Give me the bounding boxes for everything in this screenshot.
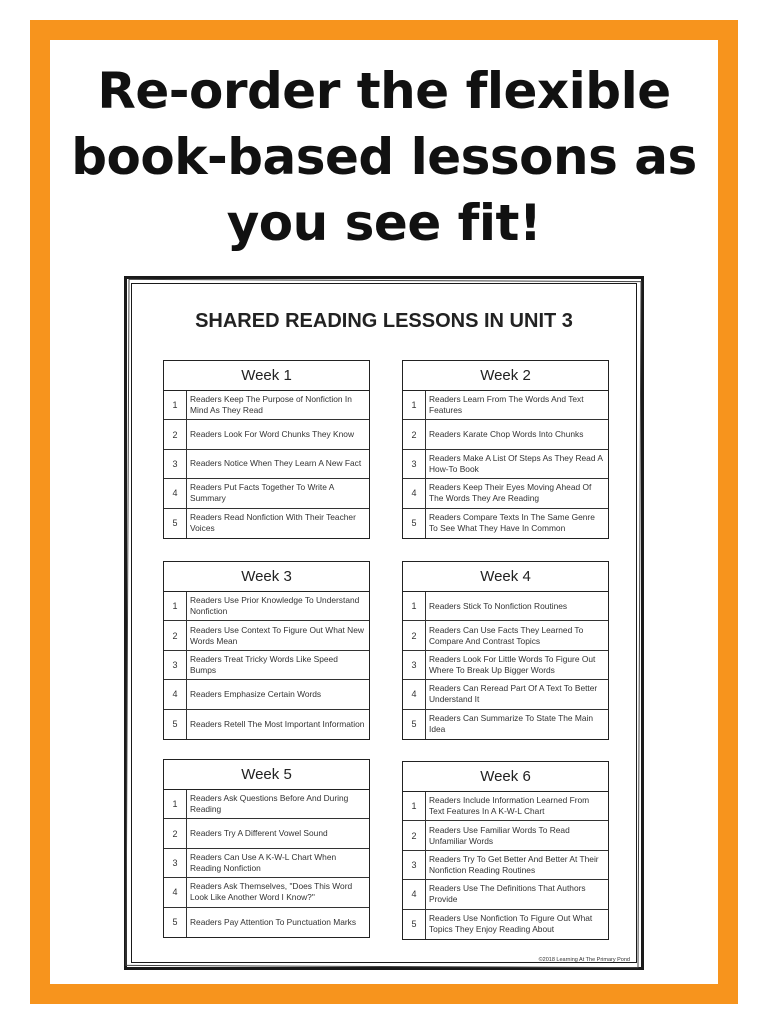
lesson-text: Readers Ask Themselves, "Does This Word Look Like Another Word I Know?" (190, 881, 353, 903)
lesson-number: 4 (164, 680, 187, 708)
lesson-number: 5 (164, 908, 187, 937)
lesson-text: Readers Put Facts Together To Write A Summary (190, 482, 334, 504)
lesson-number: 2 (403, 621, 426, 649)
lesson-row (403, 680, 608, 709)
lesson-number: 4 (164, 878, 187, 906)
lesson-number: 3 (403, 651, 426, 679)
lesson-row (403, 792, 608, 821)
week-3-table (163, 561, 370, 740)
week-heading: Week 3 (164, 562, 369, 592)
lesson-row (164, 479, 369, 508)
lesson-number: 2 (403, 821, 426, 849)
lesson-text: Readers Keep The Purpose of Nonfiction In Mind As They Read (190, 394, 352, 416)
lesson-text: Readers Pay Attention To Punctuation Marks (190, 916, 357, 927)
lesson-number: 5 (164, 710, 187, 739)
copyright-notice: ©2018 Learning At The Primary Pond (538, 957, 630, 963)
lesson-text: Readers Stick To Nonfiction Routines (429, 600, 568, 611)
lesson-text: Readers Compare Texts In The Same Genre To See What They Have In Common (429, 512, 595, 534)
lesson-row (403, 420, 608, 449)
headline-line-3: you see fit! (226, 194, 542, 252)
lesson-text: Readers Look For Word Chunks They Know (190, 429, 355, 440)
lesson-number: 5 (164, 509, 187, 538)
lesson-number: 2 (164, 819, 187, 847)
week-4-table (402, 561, 609, 740)
lesson-row (164, 790, 369, 819)
lesson-row (164, 450, 369, 479)
lesson-text: Readers Learn From The Words And Text Features (429, 394, 584, 416)
lesson-text: Readers Use Context To Figure Out What New Words Mean (190, 624, 364, 646)
lesson-text: Readers Keep Their Eyes Moving Ahead Of The Words They Are Reading (429, 482, 592, 504)
headline-line-2: book-based lessons as (71, 128, 697, 186)
lesson-text: Readers Use Nonfiction To Figure Out What Topics They Enjoy Reading About (429, 913, 593, 935)
lesson-number: 4 (164, 479, 187, 507)
lesson-row (403, 651, 608, 680)
lesson-row (164, 849, 369, 878)
lesson-text: Readers Try To Get Better And Better At Their Nonfiction Reading Routines (429, 853, 599, 875)
lesson-number: 1 (403, 391, 426, 419)
lesson-row (164, 819, 369, 848)
lesson-number: 3 (164, 651, 187, 679)
lesson-row (164, 509, 369, 538)
lesson-text: Readers Look For Little Words To Figure Out Where To Break Up Bigger Words (429, 653, 596, 675)
week-5-table (163, 759, 370, 938)
lesson-row (403, 821, 608, 850)
lesson-text: Readers Read Nonfiction With Their Teacher Voices (190, 512, 356, 534)
lesson-text: Readers Use The Definitions That Authors Provide (429, 883, 586, 905)
lesson-number: 3 (403, 450, 426, 478)
lesson-number: 3 (164, 849, 187, 877)
lesson-text: Readers Can Use Facts They Learned To Compare And Contrast Topics (429, 624, 584, 646)
lesson-number: 1 (403, 792, 426, 820)
week-heading: Week 5 (164, 760, 369, 790)
lesson-row (164, 592, 369, 621)
lesson-number: 1 (164, 592, 187, 620)
lesson-text: Readers Emphasize Certain Words (190, 688, 322, 699)
lesson-number: 3 (403, 851, 426, 879)
worksheet-title: SHARED READING LESSONS IN UNIT 3 (195, 310, 573, 332)
headline-line-1: Re-order the flexible (97, 62, 671, 120)
lesson-row (403, 450, 608, 479)
week-1-table (163, 360, 370, 539)
lesson-text: Readers Include Information Learned From Text Features In A K-W-L Chart (429, 795, 590, 817)
lesson-row (403, 851, 608, 880)
lesson-row (164, 710, 369, 739)
lesson-number: 2 (164, 420, 187, 448)
lesson-text: Readers Can Summarize To State The Main Idea (429, 713, 594, 735)
lesson-number: 1 (403, 592, 426, 620)
lesson-text: Readers Ask Questions Before And During Reading (190, 793, 349, 815)
lesson-number: 4 (403, 880, 426, 908)
lesson-number: 5 (403, 710, 426, 739)
lesson-number: 5 (403, 910, 426, 939)
week-heading: Week 6 (403, 762, 608, 792)
lesson-number: 2 (403, 420, 426, 448)
lesson-number: 4 (403, 680, 426, 708)
lesson-row (403, 910, 608, 939)
lesson-row (164, 420, 369, 449)
lesson-number: 2 (164, 621, 187, 649)
lesson-row (164, 621, 369, 650)
lesson-text: Readers Retell The Most Important Information (190, 718, 365, 729)
lesson-row (164, 908, 369, 937)
week-heading: Week 4 (403, 562, 608, 592)
lesson-number: 1 (164, 790, 187, 818)
week-heading: Week 2 (403, 361, 608, 391)
lesson-text: Readers Karate Chop Words Into Chunks (429, 429, 584, 440)
lesson-row (403, 880, 608, 909)
week-2-table (402, 360, 609, 539)
lesson-row (164, 391, 369, 420)
lesson-text: Readers Try A Different Vowel Sound (190, 828, 328, 839)
week-6-table (402, 761, 609, 940)
lesson-text: Readers Make A List Of Steps As They Read A How-To Book (429, 452, 603, 474)
lesson-number: 5 (403, 509, 426, 538)
lesson-text: Readers Can Use A K-W-L Chart When Reading Nonfiction (190, 851, 337, 873)
lesson-number: 1 (164, 391, 187, 419)
lesson-row (403, 479, 608, 508)
lesson-text: Readers Notice When They Learn A New Fact (190, 458, 362, 469)
lesson-row (403, 509, 608, 538)
lesson-row (164, 651, 369, 680)
lesson-row (403, 592, 608, 621)
headline (50, 58, 718, 256)
lesson-row (403, 621, 608, 650)
lesson-row (164, 878, 369, 907)
lesson-text: Readers Treat Tricky Words Like Speed Bumps (190, 653, 338, 675)
lesson-number: 3 (164, 450, 187, 478)
lesson-row (403, 391, 608, 420)
lesson-text: Readers Use Familiar Words To Read Unfamiliar Words (429, 824, 570, 846)
week-heading: Week 1 (164, 361, 369, 391)
lesson-row (164, 680, 369, 709)
lesson-text: Readers Use Prior Knowledge To Understand Nonfiction (190, 595, 360, 617)
lesson-text: Readers Can Reread Part Of A Text To Better Understand It (429, 683, 598, 705)
lesson-number: 4 (403, 479, 426, 507)
lesson-row (403, 710, 608, 739)
